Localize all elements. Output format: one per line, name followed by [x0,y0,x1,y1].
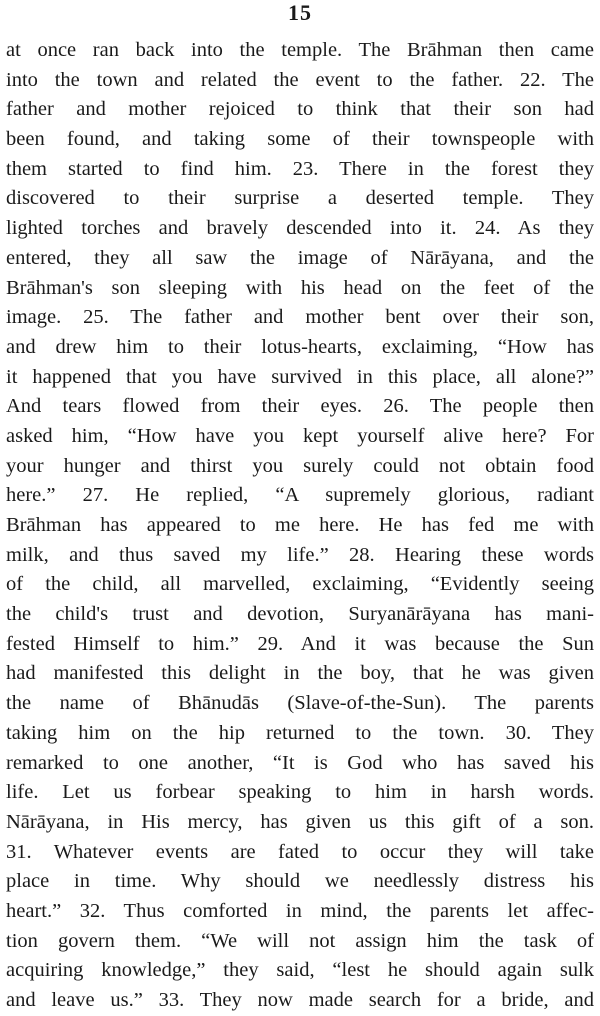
text-line: entered, they all saw the image of Nārāyana, and the [6,246,594,269]
text-line: Brāhman's son sleeping with his head on the feet of the [6,276,594,299]
text-line: father and mother rejoiced to think that their son had [6,98,594,121]
text-line: the name of Bhānudās (Slave-of-the-Sun). The parents [6,692,594,715]
text-line: remarked to one another, “It is God who has saved his [6,751,594,774]
text-line: your hunger and thirst you surely could not obtain food [6,454,594,477]
page-number: 15 [288,0,312,25]
text-line: Brāhman has appeared to me here. He has fed me with [6,514,594,536]
text-line: image. 25. The father and mother bent over their son, [6,306,594,329]
text-line: tion govern them. “We will not assign him the task of [6,929,594,952]
text-line: heart.” 32. Thus comforted in mind, the parents let affec- [6,899,594,922]
text-line: the child's trust and devotion, Suryanārāyana has mani- [6,603,594,626]
text-line: and drew him to their lotus-hearts, exclaiming, “How has [6,335,594,358]
text-line: here.” 27. He replied, “A supremely glorious, radiant [6,484,594,507]
text-line: lighted torches and bravely descended into it. 24. As they [6,217,594,240]
text-line: fested Himself to him.” 29. And it was because the Sun [6,632,594,655]
text-line: asked him, “How have you kept yourself alive here? For [6,424,594,447]
text-line: them started to find him. 23. There in the forest they [6,157,594,180]
text-line: had manifested this delight in the boy, that he was given [6,662,594,685]
text-line: into the town and related the event to the father. 22. The [6,68,594,91]
text-line: of the child, all marvelled, exclaiming, “Evidently seeing [6,573,594,596]
text-line: 31. Whatever events are fated to occur they will take [6,840,594,863]
text-line: milk, and thus saved my life.” 28. Hearing these words [6,543,594,566]
text-line: at once ran back into the temple. The Brāhman then came [6,39,594,61]
text-line: And tears flowed from their eyes. 26. The people then [6,395,594,418]
text-line: taking him on the hip returned to the town. 30. They [6,721,594,744]
text-line: Nārāyana, in His mercy, has given us this gift of a son. [6,810,594,833]
text-line: discovered to their surprise a deserted temple. They [6,187,594,210]
text-line: life. Let us forbear speaking to him in harsh words. [6,781,594,804]
text-line: place in time. Why should we needlessly distress his [6,870,594,893]
text-line: it happened that you have survived in this place, all alone?” [6,365,594,388]
body-text [6,36,594,1016]
text-line: been found, and taking some of their townspeople with [6,128,594,151]
text-line: and leave us.” 33. They now made search for a bride, and [6,989,594,1011]
text-line: acquiring knowledge,” they said, “lest he should again sulk [6,959,594,982]
